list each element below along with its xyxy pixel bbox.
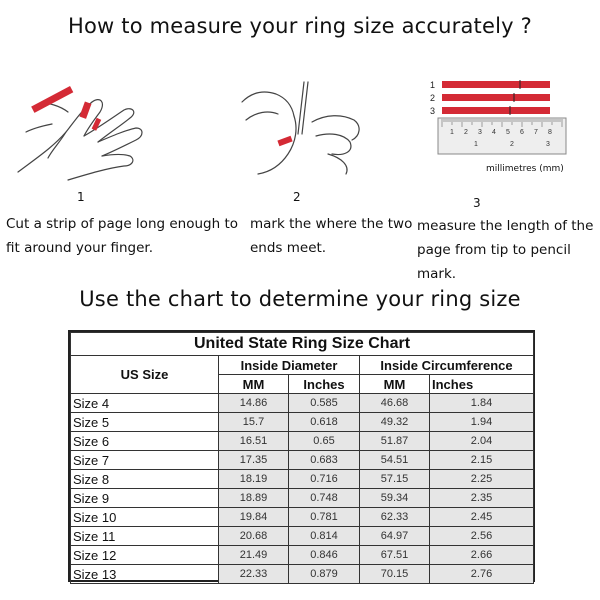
cell-circumference-inches: 2.45 <box>430 508 534 527</box>
cell-diameter-inches: 0.748 <box>289 489 360 508</box>
row-size-label: Size 12 <box>71 546 219 565</box>
header-inside-circumference: Inside Circumference <box>360 356 534 375</box>
step-3-number: 3 <box>473 196 481 210</box>
ruler-top-tick-label: 1 <box>450 129 454 136</box>
table-row <box>71 546 534 565</box>
cell-diameter-inches: 0.814 <box>289 527 360 546</box>
table-row <box>71 489 534 508</box>
cell-diameter-mm: 15.7 <box>219 413 289 432</box>
header-us-size: US Size <box>71 356 219 394</box>
cell-circumference-inches: 2.25 <box>430 470 534 489</box>
cell-circumference-mm: 49.32 <box>360 413 430 432</box>
cell-diameter-mm: 17.35 <box>219 451 289 470</box>
cell-circumference-mm: 54.51 <box>360 451 430 470</box>
table-row <box>71 527 534 546</box>
cell-diameter-mm: 21.49 <box>219 546 289 565</box>
row-size-label: Size 6 <box>71 432 219 451</box>
row-size-label: Size 10 <box>71 508 219 527</box>
step-2-text <box>250 212 412 260</box>
table-title: United State Ring Size Chart <box>71 333 534 356</box>
table-row <box>71 565 534 584</box>
cell-circumference-inches: 2.76 <box>430 565 534 584</box>
row-size-label: Size 11 <box>71 527 219 546</box>
cell-diameter-mm: 18.19 <box>219 470 289 489</box>
cell-circumference-mm: 46.68 <box>360 394 430 413</box>
cell-diameter-mm: 19.84 <box>219 508 289 527</box>
cell-diameter-mm: 16.51 <box>219 432 289 451</box>
strip-label-3: 3 <box>430 106 436 116</box>
row-size-label: Size 8 <box>71 470 219 489</box>
header-inside-diameter: Inside Diameter <box>219 356 360 375</box>
cell-circumference-mm: 51.87 <box>360 432 430 451</box>
hand-with-paper-strip-icon <box>8 62 168 187</box>
header-diameter-inches: Inches <box>289 375 360 394</box>
step-1-number: 1 <box>77 190 85 204</box>
row-size-label: Size 4 <box>71 394 219 413</box>
cell-diameter-inches: 0.585 <box>289 394 360 413</box>
header-diameter-mm: MM <box>219 375 289 394</box>
table-row <box>71 470 534 489</box>
step-2-number: 2 <box>293 190 301 204</box>
table-row <box>71 413 534 432</box>
cell-circumference-inches: 2.35 <box>430 489 534 508</box>
ruler-icon <box>426 78 571 158</box>
ruler-unit-label: millimetres (mm) <box>486 164 564 174</box>
cell-circumference-mm: 67.51 <box>360 546 430 565</box>
cell-circumference-inches: 1.84 <box>430 394 534 413</box>
cell-diameter-inches: 0.618 <box>289 413 360 432</box>
cell-diameter-mm: 20.68 <box>219 527 289 546</box>
step-1-line-2: fit around your finger. <box>6 240 154 256</box>
cell-diameter-inches: 0.716 <box>289 470 360 489</box>
ruler-top-tick-label: 3 <box>478 129 482 136</box>
cell-diameter-inches: 0.879 <box>289 565 360 584</box>
table-row <box>71 451 534 470</box>
row-size-label: Size 7 <box>71 451 219 470</box>
cell-diameter-mm: 22.33 <box>219 565 289 584</box>
cell-circumference-inches: 2.15 <box>430 451 534 470</box>
cell-diameter-inches: 0.781 <box>289 508 360 527</box>
cell-diameter-inches: 0.683 <box>289 451 360 470</box>
step-1-line-1: Cut a strip of page long enough to <box>6 216 239 232</box>
cell-circumference-inches: 2.66 <box>430 546 534 565</box>
ruler-top-tick-label: 5 <box>506 129 510 136</box>
strip-label-2: 2 <box>430 93 436 103</box>
ruler-bottom-tick-label: 3 <box>546 141 550 148</box>
cell-circumference-inches: 1.94 <box>430 413 534 432</box>
cell-circumference-mm: 70.15 <box>360 565 430 584</box>
fingers-marking-strip-icon <box>232 62 372 182</box>
page-title: How to measure your ring size accurately ? <box>68 14 532 38</box>
row-size-label: Size 5 <box>71 413 219 432</box>
cell-circumference-inches: 2.56 <box>430 527 534 546</box>
row-size-label: Size 9 <box>71 489 219 508</box>
header-circumference-mm: MM <box>360 375 430 394</box>
chart-heading: Use the chart to determine your ring size <box>79 287 521 311</box>
ruler-top-tick-label: 4 <box>492 129 496 136</box>
ring-size-table <box>70 332 534 584</box>
ring-size-chart <box>68 330 535 582</box>
step-3-line-1: measure the length of the <box>417 218 594 234</box>
step-2-line-1: mark the where the two <box>250 216 413 232</box>
cell-diameter-inches: 0.65 <box>289 432 360 451</box>
row-size-label: Size 13 <box>71 565 219 584</box>
ruler-bottom-tick-label: 1 <box>474 141 478 148</box>
cell-circumference-inches: 2.04 <box>430 432 534 451</box>
step-2-line-2: ends meet. <box>250 240 327 256</box>
ruler-top-tick-label: 7 <box>534 129 538 136</box>
ruler-top-tick-label: 6 <box>520 129 524 136</box>
strip-label-1: 1 <box>430 80 436 90</box>
table-body <box>71 394 534 584</box>
step-3-line-2: page from tip to pencil mark. <box>417 242 571 282</box>
cell-circumference-mm: 59.34 <box>360 489 430 508</box>
cell-circumference-mm: 57.15 <box>360 470 430 489</box>
cell-diameter-inches: 0.846 <box>289 546 360 565</box>
cell-diameter-mm: 18.89 <box>219 489 289 508</box>
table-row <box>71 432 534 451</box>
table-row <box>71 394 534 413</box>
cell-circumference-mm: 62.33 <box>360 508 430 527</box>
cell-diameter-mm: 14.86 <box>219 394 289 413</box>
ruler-top-tick-label: 2 <box>464 129 468 136</box>
table-row <box>71 508 534 527</box>
step-1-text <box>6 212 238 260</box>
ruler-top-tick-label: 8 <box>548 129 552 136</box>
ruler-bottom-tick-label: 2 <box>510 141 514 148</box>
header-circumference-inches: Inches <box>430 375 534 394</box>
step-3-text <box>417 214 600 286</box>
cell-circumference-mm: 64.97 <box>360 527 430 546</box>
